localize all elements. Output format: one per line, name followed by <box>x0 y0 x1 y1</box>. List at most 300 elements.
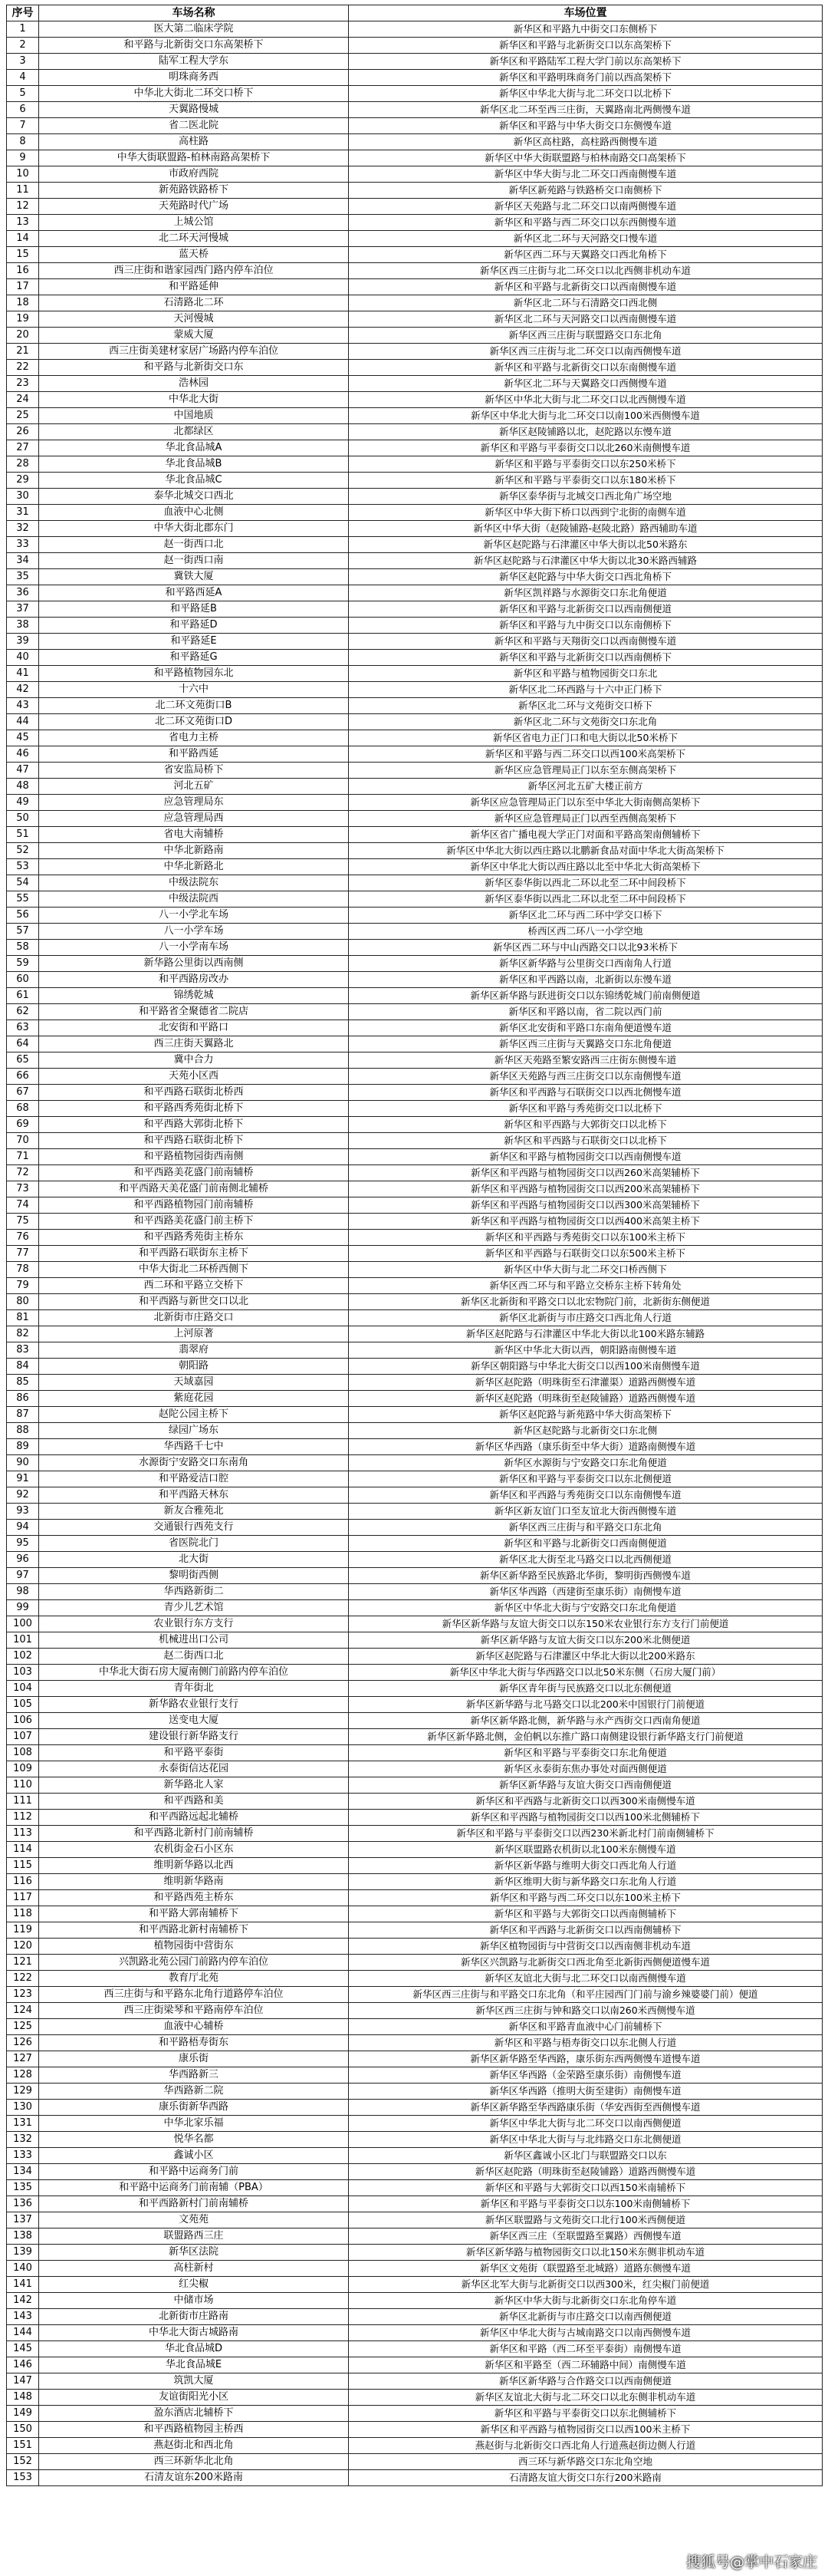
table-row <box>7 328 823 344</box>
table-row <box>7 263 823 279</box>
lot-name: 和平路西苑主桥东 <box>39 1890 349 1906</box>
lot-location: 新华区北二环至西三庄街，天翼路南北两侧慢车道 <box>349 102 823 118</box>
lot-location: 新华区北二环西路与十六中正门桥下 <box>349 682 823 698</box>
table-row <box>7 1310 823 1326</box>
row-number: 81 <box>7 1310 39 1326</box>
row-number: 151 <box>7 2438 39 2454</box>
lot-name: 和平路延G <box>39 650 349 666</box>
row-number: 109 <box>7 1761 39 1777</box>
table-row <box>7 1697 823 1713</box>
row-number: 50 <box>7 811 39 827</box>
lot-name: 新华路北人家 <box>39 1777 349 1794</box>
lot-name: 冀中合力 <box>39 1052 349 1069</box>
lot-name: 中储市场 <box>39 2293 349 2309</box>
table-row <box>7 2341 823 2357</box>
lot-name: 盈东酒店北辅桥下 <box>39 2406 349 2422</box>
row-number: 71 <box>7 1149 39 1165</box>
table-row <box>7 311 823 328</box>
lot-name: 北新街市庄路交口 <box>39 1310 349 1326</box>
lot-location: 新华区和平路与北新街交口以东高架桥下 <box>349 38 823 54</box>
row-number: 23 <box>7 376 39 392</box>
table-row <box>7 1745 823 1761</box>
table-row <box>7 843 823 859</box>
lot-location: 新华区北二环与天河路交口以西南侧慢车道 <box>349 311 823 328</box>
table-row <box>7 2357 823 2373</box>
lot-location: 新华区中华大街下桥口以西到宁北街的南侧车道 <box>349 505 823 521</box>
lot-location: 新华区泰华街以西北二环以北至二环中间段桥下 <box>349 891 823 908</box>
row-number: 104 <box>7 1681 39 1697</box>
lot-name: 青年街北 <box>39 1681 349 1697</box>
table-row <box>7 1294 823 1310</box>
lot-location: 新华区新华路与友谊大街交口西南侧便道 <box>349 1777 823 1794</box>
table-row <box>7 1181 823 1197</box>
table-row <box>7 392 823 408</box>
lot-location: 新华区和平西路与北新街交口以西300米南侧慢车道 <box>349 1794 823 1810</box>
lot-name: 和平路与北新街交口东高架桥下 <box>39 38 349 54</box>
table-row <box>7 1246 823 1262</box>
lot-location: 新华区新华路与跃进街交口以东锦绣乾城门前南侧便道 <box>349 988 823 1004</box>
lot-name: 省电力主桥 <box>39 730 349 746</box>
table-row <box>7 1504 823 1520</box>
lot-name: 北大街 <box>39 1552 349 1568</box>
row-number: 59 <box>7 956 39 972</box>
row-number: 95 <box>7 1536 39 1552</box>
table-row <box>7 601 823 618</box>
row-number: 131 <box>7 2116 39 2132</box>
lot-name: 西三庄街和谐家园西门路内停车泊位 <box>39 263 349 279</box>
lot-name: 文苑苑 <box>39 2212 349 2228</box>
lot-name: 和平西路植物园主桥西 <box>39 2422 349 2438</box>
table-row <box>7 553 823 569</box>
lot-location: 新华区和平路与北新街交口以西南侧慢车道 <box>349 279 823 295</box>
lot-name: 维明新华路南 <box>39 1874 349 1890</box>
table-row <box>7 1890 823 1906</box>
table-row <box>7 1069 823 1085</box>
lot-name: 燕赵街北和西北角 <box>39 2438 349 2454</box>
lot-location: 新华区和平路与植物园街交口以西南侧慢车道 <box>349 1149 823 1165</box>
row-number: 61 <box>7 988 39 1004</box>
lot-location: 新华区应急管理局正门以西至西侧高架桥下 <box>349 811 823 827</box>
row-number: 118 <box>7 1906 39 1922</box>
table-row <box>7 795 823 811</box>
lot-name: 高柱路 <box>39 134 349 150</box>
row-number: 11 <box>7 183 39 199</box>
row-number: 31 <box>7 505 39 521</box>
table-row <box>7 2422 823 2438</box>
table-row <box>7 2003 823 2019</box>
row-number: 16 <box>7 263 39 279</box>
lot-location: 新华区和平西路与秀苑街交口以东100米主桥下 <box>349 1230 823 1246</box>
lot-location: 新华区和平路与平泰街交口东北角便道 <box>349 1745 823 1761</box>
table-row <box>7 1794 823 1810</box>
lot-name: 华北食品城E <box>39 2357 349 2373</box>
lot-name: 省二医北院 <box>39 118 349 134</box>
row-number: 96 <box>7 1552 39 1568</box>
table-row <box>7 2277 823 2293</box>
lot-location: 新华区北军大街与北新街交口以西300米，红尖椒门前便道 <box>349 2277 823 2293</box>
row-number: 22 <box>7 360 39 376</box>
row-number: 107 <box>7 1729 39 1745</box>
lot-name: 西三环新华北北角 <box>39 2454 349 2470</box>
lot-name: 和平西路秀苑街主桥东 <box>39 1230 349 1246</box>
table-row <box>7 1117 823 1133</box>
lot-name: 翡翠府 <box>39 1342 349 1359</box>
table-row <box>7 666 823 682</box>
lot-location: 新华区和平路与大郭街交口以西150米南辅桥下 <box>349 2180 823 2196</box>
lot-name: 华北食品城D <box>39 2341 349 2357</box>
table-row <box>7 1342 823 1359</box>
table-row <box>7 199 823 215</box>
lot-name: 应急管理局西 <box>39 811 349 827</box>
table-row <box>7 1036 823 1052</box>
lot-name: 和平西路石联街北桥西 <box>39 1085 349 1101</box>
lot-name: 西三庄街梁琴和平路南停车泊位 <box>39 2003 349 2019</box>
lot-location: 新华区华西路（康乐街至中华大街）道路南侧慢车道 <box>349 1439 823 1455</box>
lot-name: 中华北新路北 <box>39 859 349 875</box>
lot-location: 新华区中华大街与北二环交口桥西侧下 <box>349 1262 823 1278</box>
lot-name: 北新街市庄路南 <box>39 2309 349 2325</box>
row-number: 106 <box>7 1713 39 1729</box>
row-number: 65 <box>7 1052 39 1069</box>
row-number: 57 <box>7 924 39 940</box>
lot-location: 新华区华西路（推明大街至建街）南侧慢车道 <box>349 2084 823 2100</box>
table-row <box>7 1616 823 1632</box>
lot-location: 新华区天苑路至繁安路西三庄街东侧慢车道 <box>349 1052 823 1069</box>
lot-location: 新华区和平西路与植物园街交口以西400米高架主桥下 <box>349 1214 823 1230</box>
lot-name: 和平西路远起北辅桥 <box>39 1810 349 1826</box>
row-number: 69 <box>7 1117 39 1133</box>
row-number: 143 <box>7 2309 39 2325</box>
row-number: 25 <box>7 408 39 424</box>
lot-name: 和平西路石联街北桥下 <box>39 1133 349 1149</box>
table-row <box>7 1375 823 1391</box>
table-row <box>7 2035 823 2051</box>
table-row <box>7 456 823 473</box>
lot-location: 新华区文苑街（联盟路至北城路）道路东侧慢车道 <box>349 2261 823 2277</box>
lot-location: 新华区新华路与北马路交口以北200米中国银行门前便道 <box>349 1697 823 1713</box>
table-row <box>7 1922 823 1939</box>
lot-name: 中华北大街石房大厦南侧门前路内停车泊位 <box>39 1665 349 1681</box>
lot-location: 新华区和平路与平泰街交口以东250米桥下 <box>349 456 823 473</box>
header-lot-name: 车场名称 <box>39 5 349 21</box>
lot-name: 天翼路慢城 <box>39 102 349 118</box>
lot-name: 水源街宁安路交口东南角 <box>39 1455 349 1471</box>
table-row <box>7 1423 823 1439</box>
row-number: 28 <box>7 456 39 473</box>
row-number: 8 <box>7 134 39 150</box>
lot-location: 新华区中华北大街与宁安路交口东北角便道 <box>349 1600 823 1616</box>
lot-name: 八一小学北车场 <box>39 908 349 924</box>
header-lot-location: 车场位置 <box>349 5 823 21</box>
lot-location: 新华区和平路与大郭街交口以西南侧辅桥下 <box>349 1906 823 1922</box>
table-row <box>7 1520 823 1536</box>
lot-name: 中华大街联盟路-柏林南路高架桥下 <box>39 150 349 166</box>
lot-location: 新华区中华北大街与北二环交口以南西侧便道 <box>349 2116 823 2132</box>
lot-name: 和平西路天美花盛门前南侧北辅桥 <box>39 1181 349 1197</box>
lot-name: 华西路新三 <box>39 2067 349 2084</box>
lot-location: 新华区西二环与天翼路交口西北角桥下 <box>349 247 823 263</box>
lot-name: 华西路新二院 <box>39 2084 349 2100</box>
table-row <box>7 1359 823 1375</box>
table-row <box>7 1826 823 1842</box>
lot-location: 新华区北新街和平路交口以北宏物院门前，北新街东侧便道 <box>349 1294 823 1310</box>
lot-location: 新华区中华大街联盟路与柏林南路交口高架桥下 <box>349 150 823 166</box>
row-number: 24 <box>7 392 39 408</box>
row-number: 60 <box>7 972 39 988</box>
lot-location: 新华区新华路与维明大街交口西北角人行道 <box>349 1858 823 1874</box>
lot-location: 新华区天苑路与北二环交口以南两侧慢车道 <box>349 199 823 215</box>
lot-name: 维明新华路以北西 <box>39 1858 349 1874</box>
lot-location: 新华区新华路北侧，新华路与永产西街交口西南角便道 <box>349 1713 823 1729</box>
row-number: 13 <box>7 215 39 231</box>
table-row <box>7 521 823 537</box>
lot-location: 新华区北二环与石清路交口西北侧 <box>349 295 823 311</box>
lot-name: 黎明街西侧 <box>39 1568 349 1584</box>
table-row <box>7 247 823 263</box>
lot-name: 医大第二临床学院 <box>39 21 349 38</box>
table-row <box>7 183 823 199</box>
lot-name: 赵一街西口北 <box>39 537 349 553</box>
table-row <box>7 924 823 940</box>
row-number: 117 <box>7 1890 39 1906</box>
lot-name: 和平路延B <box>39 601 349 618</box>
table-row <box>7 698 823 714</box>
table-row <box>7 1197 823 1214</box>
table-row <box>7 2196 823 2212</box>
lot-location: 新华区和平西路以南，北新街以东慢车道 <box>349 972 823 988</box>
lot-name: 天域嘉园 <box>39 1375 349 1391</box>
lot-name: 明珠商务西 <box>39 70 349 86</box>
row-number: 142 <box>7 2293 39 2309</box>
lot-location: 新华区应急管理局正门以东至中华北大街南侧高架桥下 <box>349 795 823 811</box>
row-number: 87 <box>7 1407 39 1423</box>
row-number: 137 <box>7 2212 39 2228</box>
lot-location: 新华区和平路与梧寿街交口以东北侧人行道 <box>349 2035 823 2051</box>
table-row <box>7 1729 823 1745</box>
table-row <box>7 1858 823 1874</box>
row-number: 79 <box>7 1278 39 1294</box>
table-row <box>7 118 823 134</box>
row-number: 66 <box>7 1069 39 1085</box>
row-number: 83 <box>7 1342 39 1359</box>
row-number: 40 <box>7 650 39 666</box>
lot-name: 和平路西延 <box>39 746 349 763</box>
table-row <box>7 1455 823 1471</box>
table-row <box>7 1939 823 1955</box>
table-row <box>7 376 823 392</box>
lot-name: 和平路中运商务门前南辅（PBA） <box>39 2180 349 2196</box>
table-row <box>7 2373 823 2390</box>
lot-name: 浩林园 <box>39 376 349 392</box>
row-number: 108 <box>7 1745 39 1761</box>
lot-location: 新华区高柱路，高柱路西侧慢车道 <box>349 134 823 150</box>
lot-location: 新华区中华北大街与北二环交口以北桥下 <box>349 86 823 102</box>
table-row <box>7 2438 823 2454</box>
lot-name: 新华区法院 <box>39 2245 349 2261</box>
lot-name: 和平路延E <box>39 634 349 650</box>
lot-location: 新华区和平路与中华大街交口东侧慢车道 <box>349 118 823 134</box>
lot-name: 北安街和平路口 <box>39 1020 349 1036</box>
lot-location: 新华区中华北大街与华西路交口以北50米东侧（石房大厦门前） <box>349 1665 823 1681</box>
row-number: 56 <box>7 908 39 924</box>
lot-location: 新华区和平路与平泰街交口以西230米新北村门前南侧辅桥下 <box>349 1826 823 1842</box>
lot-location: 新华区和平路与北新街交口以西南侧便道 <box>349 601 823 618</box>
table-row <box>7 1955 823 1971</box>
lot-location: 新华区北二环与文苑街交口桥下 <box>349 698 823 714</box>
lot-name: 石清友谊东200米路南 <box>39 2470 349 2486</box>
lot-location: 新华区赵陀路与中华大街交口西北角桥下 <box>349 569 823 585</box>
table-row <box>7 2051 823 2067</box>
row-number: 92 <box>7 1487 39 1504</box>
lot-name: 华北食品城A <box>39 440 349 456</box>
table-row <box>7 70 823 86</box>
table-row <box>7 2067 823 2084</box>
lot-location: 新华区中华大街与北新街交口东北角停车道 <box>349 2293 823 2309</box>
lot-name: 北都绿区 <box>39 424 349 440</box>
row-number: 30 <box>7 489 39 505</box>
lot-location: 新华区和平西路与石联街交口以西北侧慢车道 <box>349 1085 823 1101</box>
row-number: 102 <box>7 1649 39 1665</box>
row-number: 144 <box>7 2325 39 2341</box>
lot-location: 新华区新友谊门口至友谊北大街西侧慢车道 <box>349 1504 823 1520</box>
lot-name: 泰华北城交口西北 <box>39 489 349 505</box>
lot-name: 赵二街西口北 <box>39 1649 349 1665</box>
lot-location: 新华区北新街与市庄路交口以南西侧便道 <box>349 2309 823 2325</box>
row-number: 97 <box>7 1568 39 1584</box>
row-number: 14 <box>7 231 39 247</box>
lot-location: 新华区赵陀路与石津灌区中华大街以北30米路西辅路 <box>349 553 823 569</box>
lot-location: 新华区和平西路与秀苑街交口以东南侧慢车道 <box>349 1487 823 1504</box>
row-number: 77 <box>7 1246 39 1262</box>
lot-location: 新华区和平西路与大郭街交口以北桥下 <box>349 1117 823 1133</box>
table-row <box>7 1487 823 1504</box>
lot-location: 新华区和平路与天翔街交口以西南侧慢车道 <box>349 634 823 650</box>
lot-location: 新华区和平西路与植物园街交口以西100米北侧辅桥下 <box>349 1810 823 1826</box>
row-number: 115 <box>7 1858 39 1874</box>
lot-location: 新华区和平路青血液中心门前辅桥下 <box>349 2019 823 2035</box>
table-row <box>7 1262 823 1278</box>
row-number: 150 <box>7 2422 39 2438</box>
table-row <box>7 231 823 247</box>
lot-location: 新华区中华北大街以西庄路以北至中华北大街高架桥下 <box>349 859 823 875</box>
lot-location: 新华区友谊北大街与北二环交口以南西侧慢车道 <box>349 1971 823 1987</box>
row-number: 38 <box>7 618 39 634</box>
row-number: 121 <box>7 1955 39 1971</box>
table-row <box>7 1536 823 1552</box>
table-row <box>7 1020 823 1036</box>
row-number: 85 <box>7 1375 39 1391</box>
row-number: 45 <box>7 730 39 746</box>
lot-location: 新华区西三庄街与天翼路交口东北角便道 <box>349 1036 823 1052</box>
lot-name: 西三庄街美建材家居广场路内停车泊位 <box>39 344 349 360</box>
table-row <box>7 859 823 875</box>
row-number: 55 <box>7 891 39 908</box>
lot-location: 新华区泰华街以西北二环以北至二环中间段桥下 <box>349 875 823 891</box>
lot-name: 天苑路时代广场 <box>39 199 349 215</box>
lot-name: 和平西路与新世交口以北 <box>39 1294 349 1310</box>
table-row <box>7 1761 823 1777</box>
table-row <box>7 1568 823 1584</box>
table-row <box>7 1149 823 1165</box>
row-number: 19 <box>7 311 39 328</box>
lot-name: 北二环天河慢城 <box>39 231 349 247</box>
lot-name: 和平路平泰街 <box>39 1745 349 1761</box>
lot-location: 新华区西三庄街与钟和路交口以南260米西侧慢车道 <box>349 2003 823 2019</box>
row-number: 51 <box>7 827 39 843</box>
row-number: 5 <box>7 86 39 102</box>
row-number: 134 <box>7 2164 39 2180</box>
row-number: 86 <box>7 1391 39 1407</box>
table-row <box>7 891 823 908</box>
lot-location: 新华区和平路与植物园街交口东北 <box>349 666 823 682</box>
table-row <box>7 2212 823 2228</box>
table-row <box>7 2245 823 2261</box>
table-row <box>7 2261 823 2277</box>
row-number: 148 <box>7 2390 39 2406</box>
table-row <box>7 2228 823 2245</box>
row-number: 113 <box>7 1826 39 1842</box>
lot-location: 新华区中华北大街以西，朝阳路南侧慢车道 <box>349 1342 823 1359</box>
table-row <box>7 1101 823 1117</box>
lot-name: 血液中心北侧 <box>39 505 349 521</box>
lot-location: 新华区和平路与秀苑街交口以北桥下 <box>349 1101 823 1117</box>
row-number: 46 <box>7 746 39 763</box>
lot-location: 燕赵街与北新街交口西北角人行道燕赵街边侧人行道 <box>349 2438 823 2454</box>
table-row <box>7 1632 823 1649</box>
row-number: 12 <box>7 199 39 215</box>
row-number: 26 <box>7 424 39 440</box>
row-number: 90 <box>7 1455 39 1471</box>
table-row <box>7 2019 823 2035</box>
table-row <box>7 1552 823 1568</box>
lot-location: 新华区泰华街与北城交口西北角广场空地 <box>349 489 823 505</box>
lot-name: 石清路北二环 <box>39 295 349 311</box>
table-row <box>7 569 823 585</box>
table-row <box>7 86 823 102</box>
table-row <box>7 1777 823 1794</box>
row-number: 34 <box>7 553 39 569</box>
table-body <box>7 21 823 2486</box>
row-number: 49 <box>7 795 39 811</box>
row-number: 18 <box>7 295 39 311</box>
lot-name: 和平西路美花盛门前主桥下 <box>39 1214 349 1230</box>
table-row <box>7 134 823 150</box>
row-number: 128 <box>7 2067 39 2084</box>
lot-location: 新华区赵陀路与石津灌区中华北大街以北100米路东辅路 <box>349 1326 823 1342</box>
row-number: 75 <box>7 1214 39 1230</box>
lot-location: 新华区西三庄街与和平路交口东北角（和平庄园西门门前与渝乡辣婆婆门前）便道 <box>349 1987 823 2003</box>
row-number: 44 <box>7 714 39 730</box>
row-number: 3 <box>7 54 39 70</box>
lot-name: 和平路梧寿街东 <box>39 2035 349 2051</box>
lot-location: 新华区华西路（西建街至康乐街）南侧慢车道 <box>349 1584 823 1600</box>
row-number: 99 <box>7 1600 39 1616</box>
row-number: 105 <box>7 1697 39 1713</box>
lot-location: 新华区和平路与西二环交口以西100米高架桥下 <box>349 746 823 763</box>
lot-name: 和平路爱洁口腔 <box>39 1471 349 1487</box>
lot-name: 绿园广场东 <box>39 1423 349 1439</box>
lot-location: 新华区和平路与北新街交口以西南侧桥下 <box>349 650 823 666</box>
lot-name: 友谊街阳光小区 <box>39 2390 349 2406</box>
lot-name: 天河慢城 <box>39 311 349 328</box>
table-row <box>7 634 823 650</box>
row-number: 52 <box>7 843 39 859</box>
table-row <box>7 827 823 843</box>
table-row <box>7 1230 823 1246</box>
row-number: 120 <box>7 1939 39 1955</box>
row-number: 62 <box>7 1004 39 1020</box>
lot-location: 新华区和平路（西二环至平泰街）南侧慢车道 <box>349 2341 823 2357</box>
